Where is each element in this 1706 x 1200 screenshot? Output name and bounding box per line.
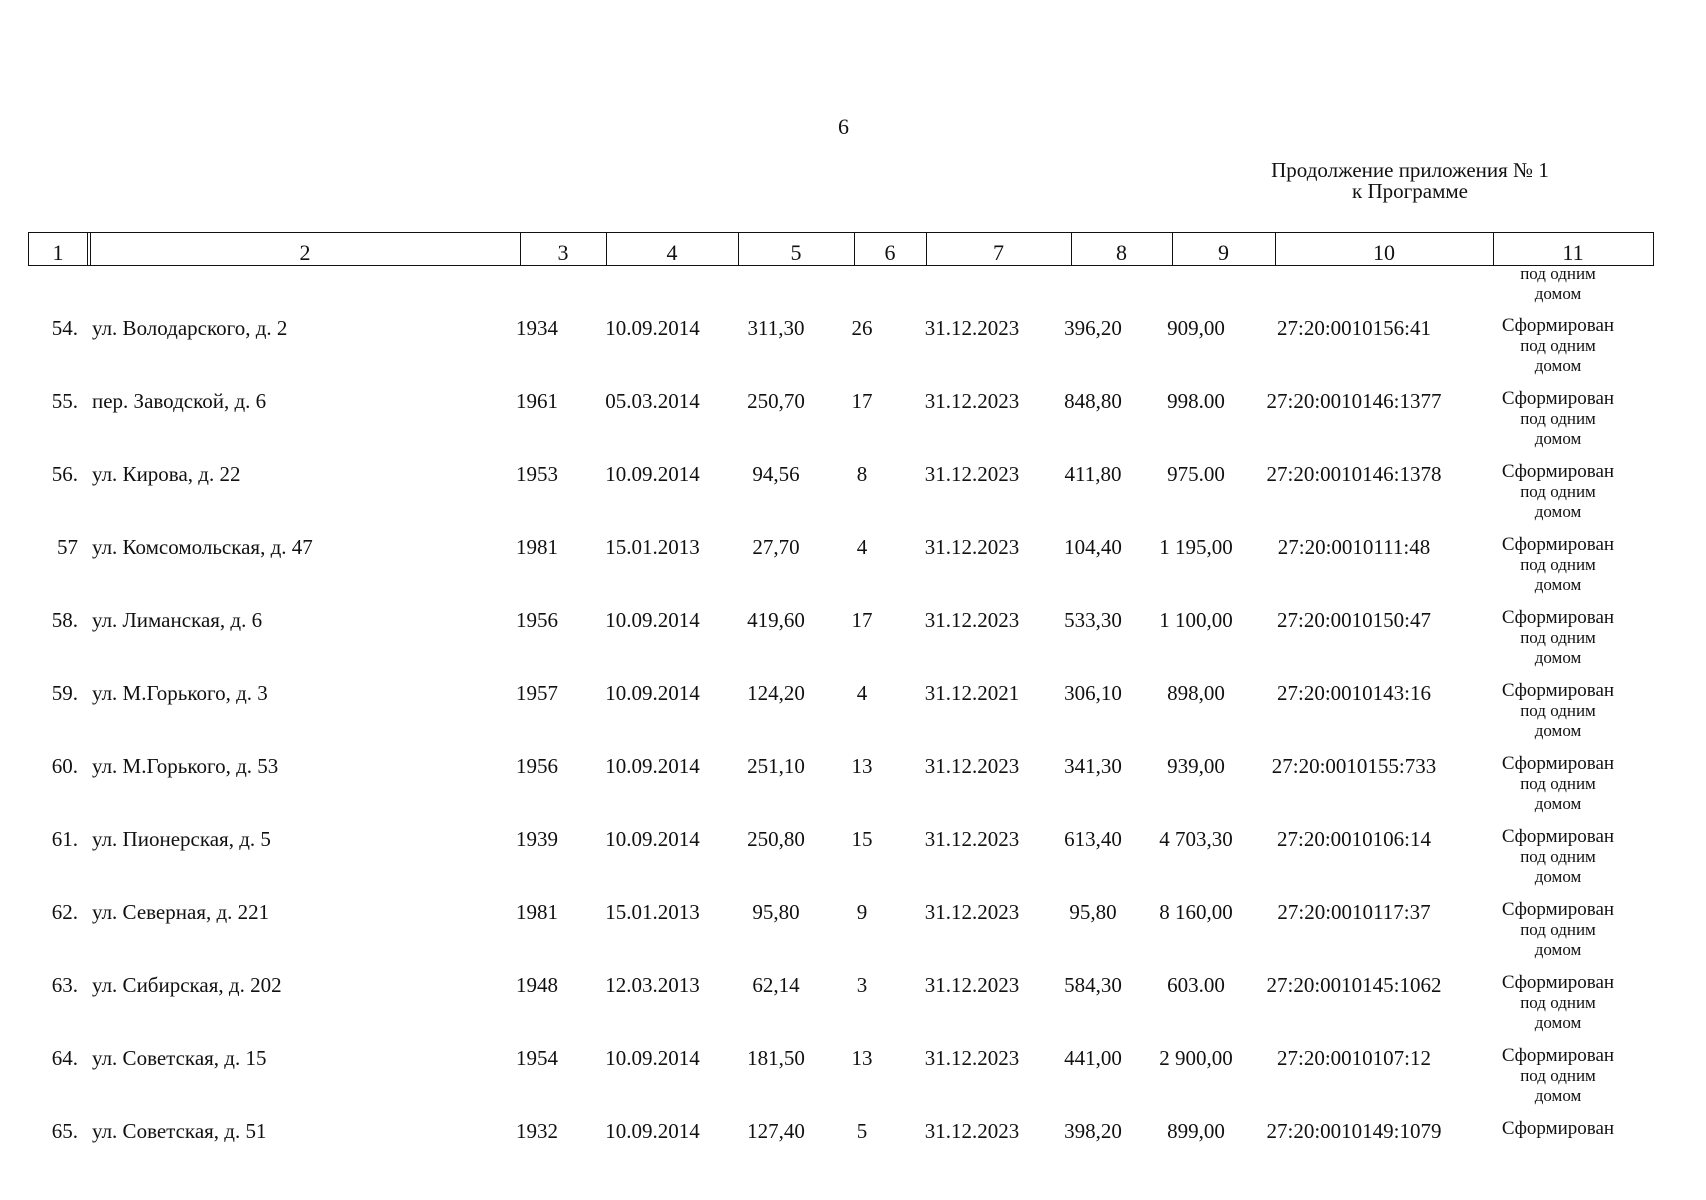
table-row: [0, 754, 1706, 824]
status-line: Сформирован: [1501, 607, 1615, 628]
area-cell: 127,40: [747, 1119, 805, 1143]
address-cell: ул. Сибирская, д. 202: [92, 973, 282, 997]
status-line: Сформирован: [1501, 388, 1615, 409]
land-area-cell: 4 703,30: [1159, 827, 1233, 851]
status-cell: [1466, 389, 1650, 449]
row-number: 62.: [51, 900, 78, 924]
date-cell: 10.09.2014: [605, 316, 700, 340]
status-line: домом: [1534, 502, 1582, 521]
header-col-4: 4: [666, 240, 678, 265]
row-number: 61.: [51, 827, 78, 851]
land-area-cell: 1 100,00: [1159, 608, 1233, 632]
date-cell: 10.09.2014: [605, 827, 700, 851]
land-area-cell: 8 160,00: [1159, 900, 1233, 924]
header-col-7: 7: [993, 240, 1004, 265]
deadline-cell: 31.12.2023: [924, 827, 1020, 851]
year-cell: 1939: [516, 827, 558, 851]
cadastral-number-cell: 27:20:0010146:1378: [1266, 462, 1442, 486]
area-2-cell: 613,40: [1064, 827, 1122, 851]
count-cell: 26: [851, 316, 873, 340]
status-cell: [1466, 316, 1650, 376]
address-cell: ул. Северная, д. 221: [92, 900, 270, 924]
count-cell: 15: [851, 827, 873, 851]
deadline-cell: 31.12.2023: [924, 754, 1020, 778]
area-cell: 181,50: [747, 1046, 805, 1070]
area-2-cell: 306,10: [1064, 681, 1122, 705]
date-cell: 10.09.2014: [605, 462, 700, 486]
status-line: домом: [1534, 867, 1582, 886]
date-cell: 12.03.2013: [605, 973, 700, 997]
row-number: 58.: [51, 608, 78, 632]
header-col-3: 3: [557, 240, 569, 265]
year-cell: 1981: [516, 900, 558, 924]
address-cell: ул. Советская, д. 15: [92, 1046, 267, 1070]
status-line: Сформирован: [1501, 972, 1615, 993]
table-row: [0, 316, 1706, 386]
status-line: под одним: [1520, 993, 1596, 1012]
year-cell: 1961: [516, 389, 558, 413]
status-cell: [1466, 973, 1650, 1033]
address-cell: ул. Пионерская, д. 5: [92, 827, 271, 851]
carryover-line-1: под одним: [1520, 264, 1596, 283]
status-line: под одним: [1520, 701, 1596, 720]
status-cell: [1466, 754, 1650, 814]
status-line: домом: [1534, 794, 1582, 813]
appendix-caption: [1240, 160, 1580, 202]
deadline-cell: 31.12.2021: [924, 681, 1020, 705]
land-area-cell: 998.00: [1167, 389, 1225, 413]
cadastral-number-cell: 27:20:0010111:48: [1277, 535, 1431, 559]
land-area-cell: 975.00: [1167, 462, 1225, 486]
address-cell: ул. Советская, д. 51: [92, 1119, 267, 1143]
status-cell: [1466, 1046, 1650, 1106]
land-area-cell: 909,00: [1167, 316, 1225, 340]
row-number: 64.: [51, 1046, 78, 1070]
row-number: 59.: [51, 681, 78, 705]
header-col-8: 8: [1116, 240, 1127, 265]
land-area-cell: 939,00: [1167, 754, 1225, 778]
row-number: 55.: [51, 389, 78, 413]
deadline-cell: 31.12.2023: [924, 535, 1020, 559]
header-col-10: 10: [1373, 240, 1395, 265]
status-line: Сформирован: [1501, 753, 1615, 774]
table-row: [0, 535, 1706, 605]
address-cell: ул. Кирова, д. 22: [92, 462, 241, 486]
area-cell: 251,10: [747, 754, 805, 778]
status-line: под одним: [1520, 847, 1596, 866]
area-cell: 250,80: [747, 827, 805, 851]
area-cell: 419,60: [747, 608, 805, 632]
count-cell: 4: [856, 681, 868, 705]
cadastral-number-cell: 27:20:0010150:47: [1276, 608, 1431, 632]
land-area-cell: 603.00: [1167, 973, 1225, 997]
cadastral-number-cell: 27:20:0010145:1062: [1266, 973, 1442, 997]
table-row: [0, 389, 1706, 459]
status-cell: [1466, 681, 1650, 741]
year-cell: 1953: [516, 462, 558, 486]
status-line: домом: [1534, 940, 1582, 959]
status-cell: [1466, 1119, 1650, 1139]
status-line: под одним: [1520, 555, 1596, 574]
status-line: под одним: [1520, 628, 1596, 647]
status-line: Сформирован: [1501, 680, 1615, 701]
area-2-cell: 396,20: [1064, 316, 1122, 340]
cadastral-number-cell: 27:20:0010155:733: [1271, 754, 1437, 778]
status-line: под одним: [1520, 920, 1596, 939]
year-cell: 1934: [516, 316, 558, 340]
deadline-cell: 31.12.2023: [924, 973, 1020, 997]
year-cell: 1932: [516, 1119, 558, 1143]
status-line: Сформирован: [1501, 461, 1615, 482]
cadastral-number-cell: 27:20:0010146:1377: [1266, 389, 1442, 413]
status-line: Сформирован: [1501, 899, 1615, 920]
address-cell: ул. Лиманская, д. 6: [92, 608, 263, 632]
cadastral-number-cell: 27:20:0010106:14: [1276, 827, 1431, 851]
land-area-cell: 898,00: [1167, 681, 1225, 705]
year-cell: 1948: [516, 973, 558, 997]
status-cell: [1466, 462, 1650, 522]
address-cell: пер. Заводской, д. 6: [92, 389, 267, 413]
date-cell: 05.03.2014: [605, 389, 700, 413]
table-row: [0, 973, 1706, 1043]
cadastral-number-cell: 27:20:0010156:41: [1276, 316, 1431, 340]
area-2-cell: 104,40: [1064, 535, 1122, 559]
table-row: [0, 681, 1706, 751]
row-number: 54.: [51, 316, 78, 340]
year-cell: 1956: [516, 754, 558, 778]
status-line: под одним: [1520, 774, 1596, 793]
count-cell: 4: [856, 535, 868, 559]
status-cell: [1466, 608, 1650, 668]
status-cell: [1466, 535, 1650, 595]
area-2-cell: 441,00: [1064, 1046, 1122, 1070]
status-line: домом: [1534, 1013, 1582, 1032]
date-cell: 15.01.2013: [605, 900, 700, 924]
area-2-cell: 848,80: [1064, 389, 1122, 413]
status-line: под одним: [1520, 1066, 1596, 1085]
appendix-line-1: Продолжение приложения № 1: [1271, 158, 1549, 182]
area-2-cell: 584,30: [1064, 973, 1122, 997]
row-number: 63.: [51, 973, 78, 997]
status-line: домом: [1534, 648, 1582, 667]
area-2-cell: 411,80: [1064, 462, 1122, 486]
header-col-9: 9: [1218, 240, 1229, 265]
table-row: [0, 1046, 1706, 1116]
count-cell: 9: [856, 900, 868, 924]
count-cell: 13: [851, 1046, 873, 1070]
status-line: под одним: [1520, 409, 1596, 428]
status-line: Сформирован: [1501, 826, 1615, 847]
table-row: [0, 900, 1706, 970]
land-area-cell: 2 900,00: [1159, 1046, 1233, 1070]
year-cell: 1954: [516, 1046, 558, 1070]
cadastral-number-cell: 27:20:0010117:37: [1277, 900, 1431, 924]
carryover-cell: [1466, 264, 1650, 304]
status-line: домом: [1534, 429, 1582, 448]
area-2-cell: 398,20: [1064, 1119, 1122, 1143]
deadline-cell: 31.12.2023: [924, 462, 1020, 486]
carryover-line-2: домом: [1534, 284, 1582, 303]
header-col-5: 5: [790, 240, 802, 265]
date-cell: 10.09.2014: [605, 608, 700, 632]
cadastral-number-cell: 27:20:0010107:12: [1276, 1046, 1431, 1070]
date-cell: 10.09.2014: [605, 681, 700, 705]
address-cell: ул. Володарского, д. 2: [92, 316, 288, 340]
date-cell: 10.09.2014: [605, 1046, 700, 1070]
table-row: [0, 462, 1706, 532]
table-row: [0, 608, 1706, 678]
year-cell: 1981: [516, 535, 558, 559]
address-cell: ул. Комсомольская, д. 47: [92, 535, 313, 559]
count-cell: 17: [851, 389, 873, 413]
row-number: 56.: [51, 462, 78, 486]
date-cell: 15.01.2013: [605, 535, 700, 559]
year-cell: 1957: [516, 681, 558, 705]
deadline-cell: 31.12.2023: [924, 1119, 1020, 1143]
deadline-cell: 31.12.2023: [924, 608, 1020, 632]
date-cell: 10.09.2014: [605, 1119, 700, 1143]
count-cell: 8: [856, 462, 868, 486]
table-header: [28, 232, 1654, 266]
status-line: под одним: [1520, 336, 1596, 355]
area-cell: 124,20: [747, 681, 805, 705]
status-line: домом: [1534, 721, 1582, 740]
status-line: Сформирован: [1501, 534, 1615, 555]
status-line: домом: [1534, 575, 1582, 594]
area-2-cell: 95,80: [1069, 900, 1117, 924]
header-col-11: 11: [1562, 240, 1584, 265]
land-area-cell: 1 195,00: [1159, 535, 1233, 559]
status-line: Сформирован: [1501, 1118, 1615, 1139]
header-col-6: 6: [884, 240, 896, 265]
deadline-cell: 31.12.2023: [924, 389, 1020, 413]
count-cell: 3: [856, 973, 868, 997]
area-cell: 95,80: [752, 900, 800, 924]
header-col-2: 2: [299, 240, 311, 265]
row-number: 57: [57, 535, 78, 559]
row-number: 60.: [51, 754, 78, 778]
address-cell: ул. М.Горького, д. 53: [92, 754, 279, 778]
land-area-cell: 899,00: [1167, 1119, 1225, 1143]
year-cell: 1956: [516, 608, 558, 632]
status-line: Сформирован: [1501, 315, 1615, 336]
area-cell: 94,56: [752, 462, 800, 486]
status-cell: [1466, 900, 1650, 960]
status-line: домом: [1534, 1086, 1582, 1105]
address-cell: ул. М.Горького, д. 3: [92, 681, 268, 705]
count-cell: 5: [856, 1119, 868, 1143]
area-cell: 250,70: [747, 389, 805, 413]
area-2-cell: 341,30: [1064, 754, 1122, 778]
count-cell: 17: [851, 608, 873, 632]
area-cell: 27,70: [752, 535, 800, 559]
area-cell: 62,14: [752, 973, 800, 997]
deadline-cell: 31.12.2023: [924, 1046, 1020, 1070]
status-line: под одним: [1520, 482, 1596, 501]
cadastral-number-cell: 27:20:0010143:16: [1276, 681, 1431, 705]
date-cell: 10.09.2014: [605, 754, 700, 778]
area-2-cell: 533,30: [1064, 608, 1122, 632]
appendix-line-2: к Программе: [1352, 179, 1468, 203]
row-number: 65.: [51, 1119, 78, 1143]
page-number: 6: [838, 114, 849, 139]
deadline-cell: 31.12.2023: [924, 316, 1020, 340]
table-row: [0, 1119, 1706, 1189]
table-row: [0, 827, 1706, 897]
area-cell: 311,30: [747, 316, 805, 340]
deadline-cell: 31.12.2023: [924, 900, 1020, 924]
cadastral-number-cell: 27:20:0010149:1079: [1266, 1119, 1442, 1143]
count-cell: 13: [851, 754, 873, 778]
status-cell: [1466, 827, 1650, 887]
status-line: Сформирован: [1501, 1045, 1615, 1066]
header-col-1: 1: [52, 240, 64, 265]
status-line: домом: [1534, 356, 1582, 375]
